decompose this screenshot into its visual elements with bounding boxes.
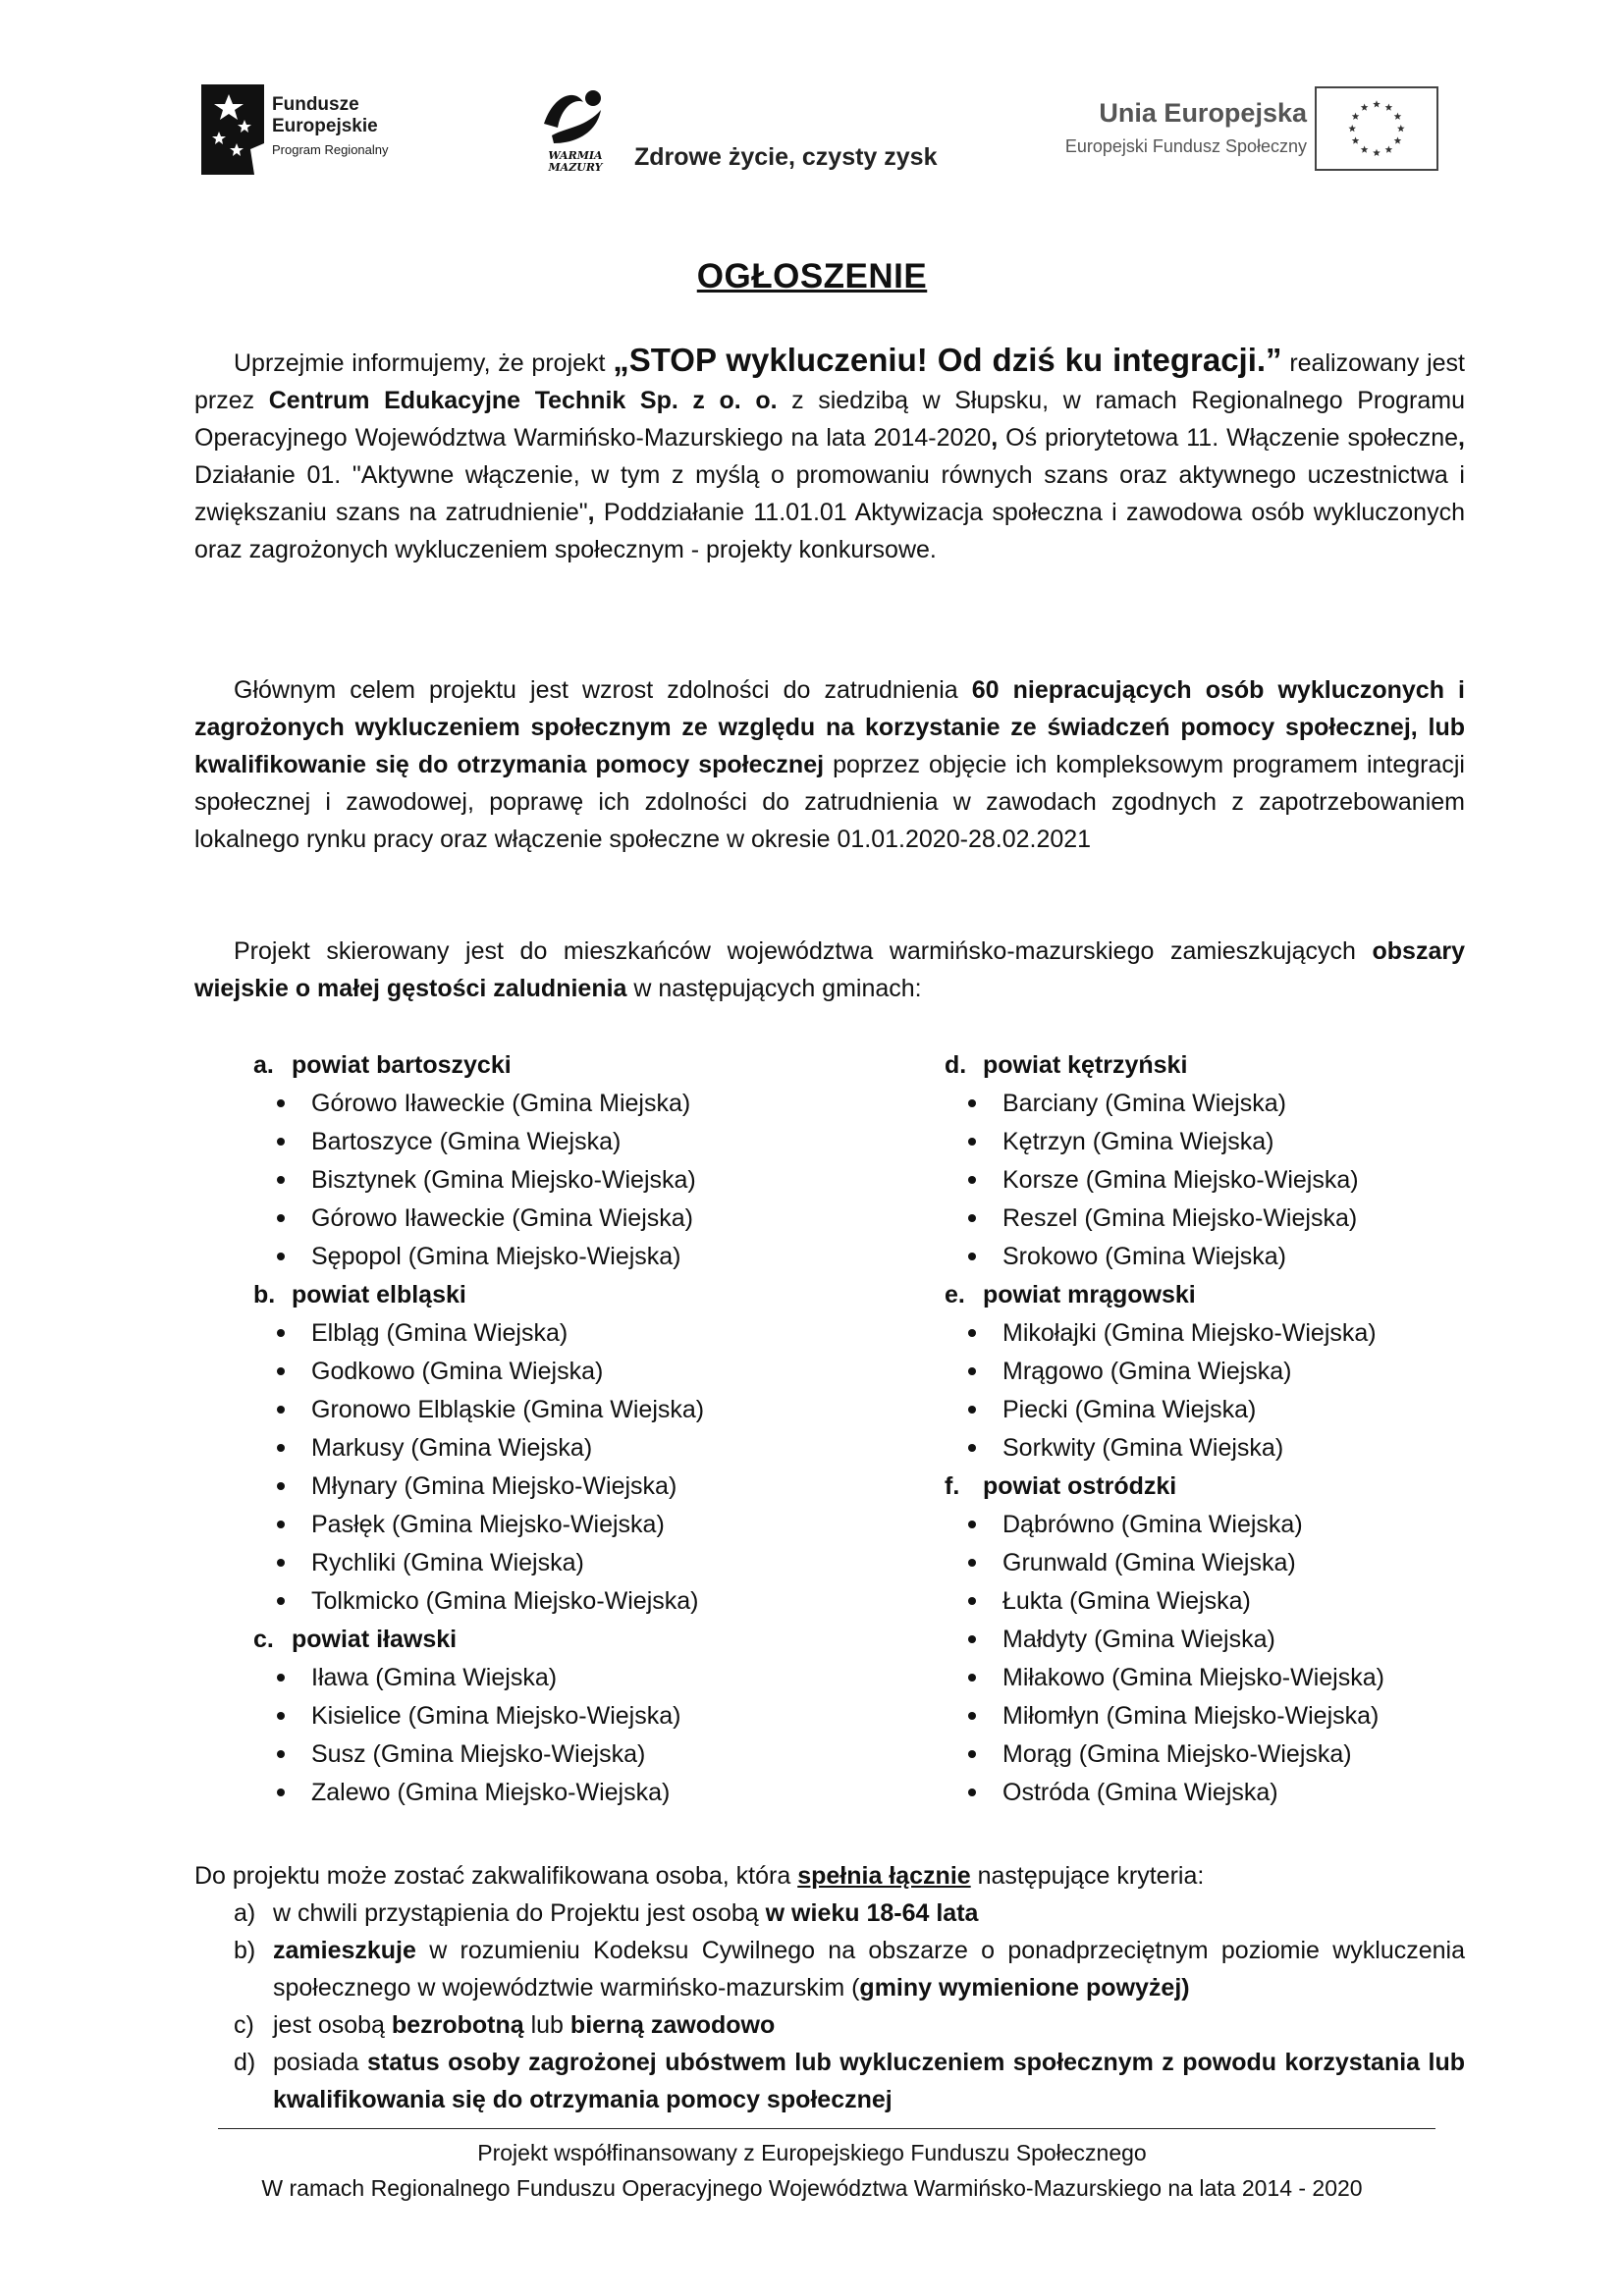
county-letter: d. [945, 1051, 967, 1079]
eu-star-icon [1397, 125, 1405, 132]
criterion-text: posiada [273, 2049, 359, 2076]
list-item: Iława (Gmina Wiejska) [272, 1659, 704, 1697]
county-name: powiat mrągowski [983, 1281, 1196, 1308]
ue-logo-subtitle: Europejski Fundusz Społeczny [1064, 136, 1307, 156]
fundusze-europejskie-logo [201, 84, 427, 178]
criterion-letter: a) [234, 1899, 256, 1927]
county-group [945, 1046, 1384, 1276]
list-item: Mrągowo (Gmina Wiejska) [963, 1353, 1384, 1391]
county-name: powiat ostródzki [983, 1472, 1177, 1500]
intro-text-3: z siedzibą w Słupsku, w ramach Regionalnego Programu Operacyjnego Województwa Warmińsko-Mazurskiego na lata 2014-2020 [194, 387, 1466, 452]
eu-star-icon [1348, 125, 1356, 132]
list-item: Grunwald (Gmina Wiejska) [963, 1544, 1384, 1582]
intro-paragraph [194, 342, 1465, 568]
intro-text-4: Oś priorytetowa 11. Włączenie społeczne [1005, 424, 1459, 452]
county-letter: a. [253, 1051, 274, 1079]
page-title: OGŁOSZENIE [696, 257, 928, 295]
footer-line-2: W ramach Regionalnego Funduszu Operacyjnego Województwa Warmińsko-Mazurskiego na lata 2014 - 2020 [261, 2175, 1363, 2201]
county-group [253, 1046, 704, 1276]
list-item: Małdyty (Gmina Wiejska) [963, 1621, 1384, 1659]
eu-star-icon [1385, 104, 1393, 111]
eu-star-icon [1361, 104, 1369, 111]
list-item: Miłomłyn (Gmina Miejsko-Wiejska) [963, 1697, 1384, 1735]
list-item: Dąbrówno (Gmina Wiejska) [963, 1506, 1384, 1544]
fundusze-europejskie-mark-icon [201, 84, 264, 175]
list-item: Morąg (Gmina Miejsko-Wiejska) [963, 1735, 1384, 1774]
list-item: Reszel (Gmina Miejsko-Wiejska) [963, 1200, 1384, 1238]
list-item: Ostróda (Gmina Wiejska) [963, 1774, 1384, 1812]
project-name: „STOP wykluczeniu! Od dziś ku integracji.” [613, 342, 1282, 378]
intro-text-6: Poddziałanie 11.01.01 Aktywizacja społeczna i zawodowa osób wykluczonych oraz zagrożonych wykluczeniem społecznym - projekty konkursowe. [194, 499, 1465, 563]
intro-text-5: Działanie 01. "Aktywne włączenie, w tym z myślą o promowaniu równych szans oraz aktywnego uczestnictwa i zwiększaniu szans na zatrudnienie" [194, 461, 1465, 526]
company-name: Centrum Edukacyjne Technik Sp. z o. o. [268, 387, 778, 414]
list-item: Bisztynek (Gmina Miejsko-Wiejska) [272, 1161, 704, 1200]
ue-logo-title: Unia Europejska [1099, 98, 1307, 128]
list-item: Zalewo (Gmina Miejsko-Wiejska) [272, 1774, 704, 1812]
wm-slogan: Zdrowe życie, czysty zysk [634, 143, 938, 171]
criterion-letter: d) [234, 2049, 256, 2076]
list-item: Elbląg (Gmina Wiejska) [272, 1314, 704, 1353]
list-item: Tolkmicko (Gmina Miejsko-Wiejska) [272, 1582, 704, 1621]
intro-comma-3: , [587, 499, 595, 526]
criterion-text: w chwili przystąpienia do Projektu jest osobą [273, 1899, 759, 1927]
fe-logo-line3: Program Regionalny [272, 142, 389, 157]
criterion-text: jest osobą [273, 2011, 385, 2039]
wm-mark-text-2: MAZURY [548, 161, 603, 174]
fe-logo-line2: Europejskie [272, 116, 378, 136]
footer-line-1: Projekt współfinansowany z Europejskiego Funduszu Społecznego [477, 2140, 1147, 2165]
criteria-intro-text-2: następujące kryteria: [977, 1862, 1205, 1890]
list-item: Markusy (Gmina Wiejska) [272, 1429, 704, 1468]
criterion-bold: gminy wymienione powyżej) [859, 1974, 1190, 2002]
county-name: powiat bartoszycki [292, 1051, 512, 1079]
criterion-b [234, 1932, 1465, 2006]
warmia-mazury-logo [536, 84, 948, 178]
county-name: powiat elbląski [292, 1281, 466, 1308]
eu-star-icon [1352, 136, 1360, 143]
criterion-bold: bierną zawodowo [569, 2011, 776, 2039]
goal-text-1: Głównym celem projektu jest wzrost zdolności do zatrudnienia [234, 676, 958, 704]
county-group [253, 1621, 704, 1812]
county-group [253, 1276, 704, 1621]
criterion-c [234, 2006, 1465, 2044]
list-item: Górowo Iławeckie (Gmina Wiejska) [272, 1200, 704, 1238]
criterion-letter: c) [234, 2011, 254, 2039]
county-group [945, 1276, 1384, 1468]
list-item: Sępopol (Gmina Miejsko-Wiejska) [272, 1238, 704, 1276]
list-item: Mikołajki (Gmina Miejsko-Wiejska) [963, 1314, 1384, 1353]
list-item: Gronowo Elbląskie (Gmina Wiejska) [272, 1391, 704, 1429]
goal-bold: 60 niepracujących osób wykluczonych i zagrożonych wykluczeniem społecznym ze względu na korzystanie ze świadczeń pomocy społecznej, lub kwalifikowanie się do otrzymania pomocy społecznej [194, 676, 1465, 778]
list-item: Rychliki (Gmina Wiejska) [272, 1544, 704, 1582]
goal-paragraph [194, 671, 1465, 858]
criterion-bold: w wieku 18-64 lata [765, 1899, 979, 1927]
criterion-letter: b) [234, 1937, 256, 1964]
list-item: Młynary (Gmina Miejsko-Wiejska) [272, 1468, 704, 1506]
list-item: Kętrzyn (Gmina Wiejska) [963, 1123, 1384, 1161]
intro-text-1: Uprzejmie informujemy, że projekt [234, 349, 606, 377]
list-item: Łukta (Gmina Wiejska) [963, 1582, 1384, 1621]
list-item: Górowo Iławeckie (Gmina Miejska) [272, 1085, 704, 1123]
county-letter: c. [253, 1626, 274, 1653]
intro-comma-2: , [1458, 424, 1465, 452]
criterion-bold: zamieszkuje [273, 1937, 416, 1964]
criterion-text: w rozumieniu Kodeksu Cywilnego na obszarze o ponadprzeciętnym poziomie wykluczenia społecznego w województwie warmińsko-mazurskim ( [273, 1937, 1465, 2002]
target-paragraph [194, 933, 1465, 1007]
criteria-intro-text-1: Do projektu może zostać zakwalifikowana osoba, która [194, 1862, 791, 1890]
eu-star-icon [1394, 113, 1402, 120]
list-item: Korsze (Gmina Miejsko-Wiejska) [963, 1161, 1384, 1200]
county-name: powiat kętrzyński [983, 1051, 1188, 1079]
counties-left-column [253, 1046, 704, 1812]
eu-star-icon [1352, 113, 1360, 120]
county-letter: b. [253, 1281, 276, 1308]
target-text-1: Projekt skierowany jest do mieszkańców województwa warmińsko-mazurskiego zamieszkujących [234, 937, 1356, 965]
county-letter: f. [945, 1472, 960, 1500]
list-item: Susz (Gmina Miejsko-Wiejska) [272, 1735, 704, 1774]
list-item: Bartoszyce (Gmina Wiejska) [272, 1123, 704, 1161]
criteria-intro [194, 1857, 1204, 1895]
eu-star-icon [1361, 145, 1369, 152]
list-item: Miłakowo (Gmina Miejsko-Wiejska) [963, 1659, 1384, 1697]
criterion-bold: bezrobotną [391, 2011, 524, 2039]
list-item: Piecki (Gmina Wiejska) [963, 1391, 1384, 1429]
warmia-mazury-mark-icon [536, 84, 615, 175]
list-item: Barciany (Gmina Wiejska) [963, 1085, 1384, 1123]
list-item: Pasłęk (Gmina Miejsko-Wiejska) [272, 1506, 704, 1544]
county-letter: e. [945, 1281, 965, 1308]
footer-divider [218, 2128, 1435, 2129]
eu-star-icon [1373, 149, 1380, 156]
fe-logo-line1: Fundusze [272, 94, 359, 115]
counties-right-column [945, 1046, 1384, 1812]
wm-mark-text-1: WARMIA [548, 149, 603, 162]
eu-star-icon [1385, 145, 1393, 152]
target-bold: obszary wiejskie o małej gęstości zaludnienia [194, 937, 1465, 1002]
goal-text-2: poprzez objęcie ich kompleksowym programem integracji społecznej i zawodowej, poprawę ich zdolności do zatrudnienia w zawodach zgodnych z zapotrzebowaniem lokalnego rynku pracy oraz włączenie społeczne w okresie 01.01.2020-28.02.2021 [194, 751, 1465, 853]
criteria-list [234, 1895, 1465, 2118]
eu-star-icon [1394, 136, 1402, 143]
intro-comma-1: , [991, 424, 999, 452]
list-item: Srokowo (Gmina Wiejska) [963, 1238, 1384, 1276]
list-item: Sorkwity (Gmina Wiejska) [963, 1429, 1384, 1468]
criterion-d [234, 2044, 1465, 2118]
list-item: Kisielice (Gmina Miejsko-Wiejska) [272, 1697, 704, 1735]
criteria-intro-bold: spełnia łącznie [797, 1862, 971, 1890]
criterion-text: lub [530, 2011, 564, 2039]
county-name: powiat iławski [292, 1626, 458, 1653]
eu-star-icon [1373, 100, 1380, 107]
county-group [945, 1468, 1384, 1812]
unia-europejska-logo [1016, 84, 1438, 178]
criterion-a [234, 1895, 1465, 1932]
intro-text-2: realizowany jest przez [194, 349, 1465, 414]
target-text-2: w następujących gminach: [633, 975, 922, 1002]
list-item: Godkowo (Gmina Wiejska) [272, 1353, 704, 1391]
criterion-bold: status osoby zagrożonej ubóstwem lub wykluczeniem społecznym z powodu korzystania lub kwalifikowania się do otrzymania pomocy społecznej [273, 2049, 1465, 2113]
eu-flag-icon [1315, 86, 1438, 171]
